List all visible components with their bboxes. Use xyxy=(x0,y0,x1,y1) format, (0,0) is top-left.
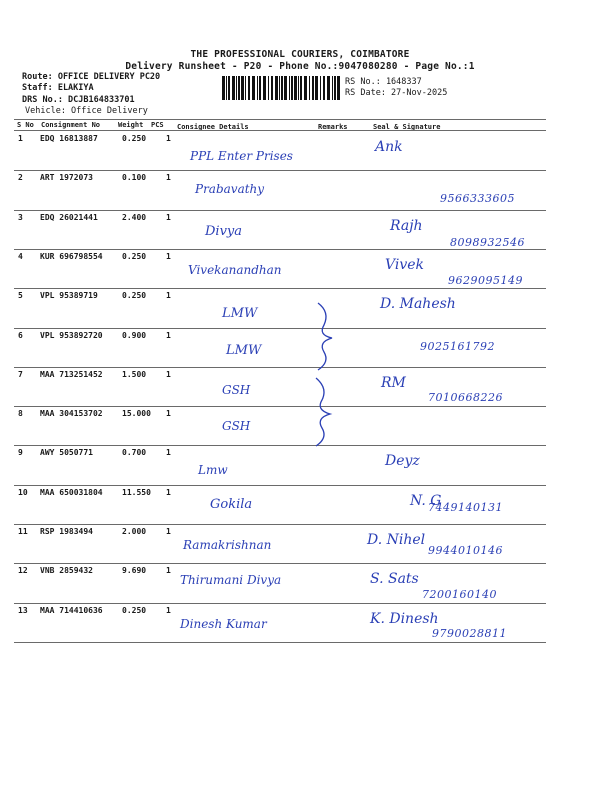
row-signature: K. Dinesh xyxy=(370,610,439,627)
runsheet-subtitle: Delivery Runsheet - P20 - Phone No.:9047080280 - Page No.:1 xyxy=(125,61,475,72)
row-signature: Rajh xyxy=(390,217,423,234)
row-divider xyxy=(14,603,546,604)
barcode-bar xyxy=(236,76,237,100)
row-weight: 0.700 xyxy=(122,448,147,458)
remark-brace xyxy=(316,378,330,446)
row-sno: 7 xyxy=(18,369,23,379)
row-divider xyxy=(14,170,546,171)
barcode-bar xyxy=(323,76,325,100)
row-consignment: ART 1972073 xyxy=(40,173,93,183)
row-pcs: 1 xyxy=(166,448,171,458)
row-weight: 0.250 xyxy=(122,605,147,615)
row-divider xyxy=(14,406,546,407)
row-signature: Vivek xyxy=(385,256,425,273)
row-signature: D. Nihel xyxy=(367,532,426,548)
barcode-bar xyxy=(252,76,255,100)
barcode-bar xyxy=(257,76,258,100)
row-signature: Deyz xyxy=(385,453,420,470)
rs-date: RS Date: 27-Nov-2025 xyxy=(345,88,448,98)
remark-brace xyxy=(318,303,332,370)
row-divider xyxy=(14,288,546,289)
row-weight: 0.900 xyxy=(122,330,147,340)
row-consignee-handwritten: PPL Enter Prises xyxy=(190,149,293,163)
staff-label: Staff: ELAKIYA xyxy=(22,83,94,93)
row-pcs: 1 xyxy=(166,605,171,615)
barcode-bar xyxy=(241,76,244,100)
barcode-bar xyxy=(298,76,299,100)
row-pcs: 1 xyxy=(166,134,171,143)
row-sno: 13 xyxy=(18,605,28,615)
row-consignment: EDQ 16813887 xyxy=(40,134,98,143)
row-sno: 9 xyxy=(18,448,23,458)
row-weight: 0.250 xyxy=(122,251,147,261)
row-consignment: VNB 2859432 xyxy=(40,566,93,576)
row-phone-handwritten: 9566333605 xyxy=(440,192,515,206)
row-sno: 1 xyxy=(18,134,23,143)
barcode-bar xyxy=(320,76,321,100)
row-pcs: 1 xyxy=(166,330,171,340)
row-signature: Ank xyxy=(375,139,403,155)
barcode xyxy=(222,76,340,100)
row-sno: 11 xyxy=(18,527,28,536)
row-consignment: MAA 304153702 xyxy=(40,409,103,419)
row-consignee-handwritten: GSH xyxy=(222,382,251,397)
barcode-bar xyxy=(271,76,273,100)
row-pcs: 1 xyxy=(166,409,171,419)
vehicle-label: Vehicle: Office Delivery xyxy=(25,106,148,116)
row-consignee-handwritten: GSH xyxy=(222,419,251,434)
row-phone-handwritten: 9790028811 xyxy=(432,626,507,640)
row-phone-handwritten: 9944010146 xyxy=(428,544,503,557)
row-divider xyxy=(14,563,546,564)
barcode-bar xyxy=(281,76,283,100)
row-weight: 2.000 xyxy=(122,527,147,536)
row-pcs: 1 xyxy=(166,527,171,536)
row-consignee-handwritten: Divya xyxy=(205,223,243,239)
row-sno: 5 xyxy=(18,291,23,301)
row-pcs: 1 xyxy=(166,291,171,301)
barcode-bar xyxy=(248,76,250,100)
barcode-bar xyxy=(222,76,225,100)
row-consignment: MAA 650031804 xyxy=(40,487,103,497)
barcode-bar xyxy=(291,76,293,100)
barcode-bar xyxy=(315,76,318,100)
row-divider xyxy=(14,249,546,250)
row-consignment: RSP 1983494 xyxy=(40,527,93,536)
row-divider xyxy=(14,524,546,525)
row-consignee-handwritten: Dinesh Kumar xyxy=(180,616,267,631)
row-phone-handwritten: 8098932546 xyxy=(450,235,525,249)
barcode-bar xyxy=(232,76,235,100)
row-consignee-handwritten: Prabavathy xyxy=(195,182,265,197)
row-sno: 4 xyxy=(18,251,23,261)
barcode-bar xyxy=(245,76,246,100)
barcode-bar xyxy=(309,76,310,100)
row-sno: 8 xyxy=(18,409,23,419)
row-signature: N. G xyxy=(410,492,442,509)
row-divider xyxy=(14,367,546,368)
row-signature: RM xyxy=(381,374,406,391)
table-header-rule xyxy=(14,130,546,131)
col-header-seal: Seal & Signature xyxy=(373,123,441,131)
row-weight: 2.400 xyxy=(122,212,147,222)
drs-number: DRS No.: DCJB164833701 xyxy=(22,95,135,105)
barcode-bar xyxy=(289,76,290,100)
row-pcs: 1 xyxy=(166,566,171,576)
row-consignee-handwritten: Vivekanandhan xyxy=(188,262,282,277)
row-divider xyxy=(14,445,546,446)
barcode-bar xyxy=(228,76,230,100)
row-consignment: VPL 953892720 xyxy=(40,330,103,340)
row-weight: 1.500 xyxy=(122,369,147,379)
row-divider xyxy=(14,328,546,329)
col-header-weight: Weight xyxy=(118,121,144,129)
row-consignee-handwritten: Ramakrishnan xyxy=(183,538,272,552)
row-phone-handwritten: 7200160140 xyxy=(422,588,497,602)
row-consignee-handwritten: LMW xyxy=(222,306,258,322)
row-weight: 0.100 xyxy=(122,173,147,183)
barcode-bar xyxy=(312,76,314,100)
row-pcs: 1 xyxy=(166,369,171,379)
col-header-consignment: Consignment No xyxy=(41,121,101,129)
row-consignment: VPL 95389719 xyxy=(40,291,98,301)
row-sno: 12 xyxy=(18,566,28,576)
row-phone-handwritten: 7449140131 xyxy=(428,500,503,514)
table-top-rule xyxy=(14,119,546,120)
row-pcs: 1 xyxy=(166,212,171,222)
barcode-bar xyxy=(279,76,280,100)
barcode-bar xyxy=(300,76,302,100)
barcode-bar xyxy=(275,76,278,100)
row-signature: D. Mahesh xyxy=(380,296,456,313)
row-phone-handwritten: 9025161792 xyxy=(420,339,495,353)
row-signature: S. Sats xyxy=(370,571,419,588)
barcode-bar xyxy=(304,76,307,100)
row-phone-handwritten: 9629095149 xyxy=(448,273,523,287)
rs-number: RS No.: 1648337 xyxy=(345,77,422,87)
barcode-bar xyxy=(284,76,287,100)
row-consignment: EDQ 26021441 xyxy=(40,212,98,222)
barcode-bar xyxy=(263,76,266,100)
row-consignee-handwritten: Thirumani Divya xyxy=(180,573,282,588)
company-title: THE PROFESSIONAL COURIERS, COIMBATORE xyxy=(190,49,410,60)
row-phone-handwritten: 7010668226 xyxy=(428,390,503,404)
route-label: Route: OFFICE DELIVERY PC20 xyxy=(22,72,161,82)
barcode-bar xyxy=(337,76,340,100)
col-header-sno: S No xyxy=(17,121,34,129)
row-consignment: AWY 5050771 xyxy=(40,448,93,458)
barcode-bar xyxy=(238,76,240,100)
row-consignee-handwritten: LMW xyxy=(226,342,262,358)
barcode-bar xyxy=(259,76,261,100)
barcode-bar xyxy=(226,76,227,100)
row-divider xyxy=(14,210,546,211)
row-weight: 11.550 xyxy=(122,487,151,497)
col-header-remarks: Remarks xyxy=(318,123,348,131)
col-header-pcs: PCS xyxy=(151,121,164,129)
row-consignee-handwritten: Lmw xyxy=(198,463,228,478)
row-weight: 9.690 xyxy=(122,566,147,576)
row-consignment: MAA 714410636 xyxy=(40,605,103,615)
barcode-bar xyxy=(294,76,297,100)
row-weight: 0.250 xyxy=(122,134,147,143)
barcode-bar xyxy=(334,76,336,100)
barcode-bar xyxy=(327,76,330,100)
row-sno: 10 xyxy=(18,487,28,497)
barcode-bar xyxy=(268,76,269,100)
row-divider xyxy=(14,485,546,486)
row-sno: 3 xyxy=(18,212,23,222)
col-header-consignee: Consignee Details xyxy=(177,123,249,131)
barcode-bar xyxy=(332,76,333,100)
row-consignment: MAA 713251452 xyxy=(40,369,103,379)
row-consignee-handwritten: Gokila xyxy=(210,496,253,512)
row-pcs: 1 xyxy=(166,487,171,497)
row-consignment: KUR 696798554 xyxy=(40,251,103,261)
row-divider xyxy=(14,642,546,643)
row-pcs: 1 xyxy=(166,173,171,183)
row-pcs: 1 xyxy=(166,251,171,261)
row-weight: 0.250 xyxy=(122,291,147,301)
row-sno: 2 xyxy=(18,173,23,183)
row-weight: 15.000 xyxy=(122,409,151,419)
row-sno: 6 xyxy=(18,330,23,340)
